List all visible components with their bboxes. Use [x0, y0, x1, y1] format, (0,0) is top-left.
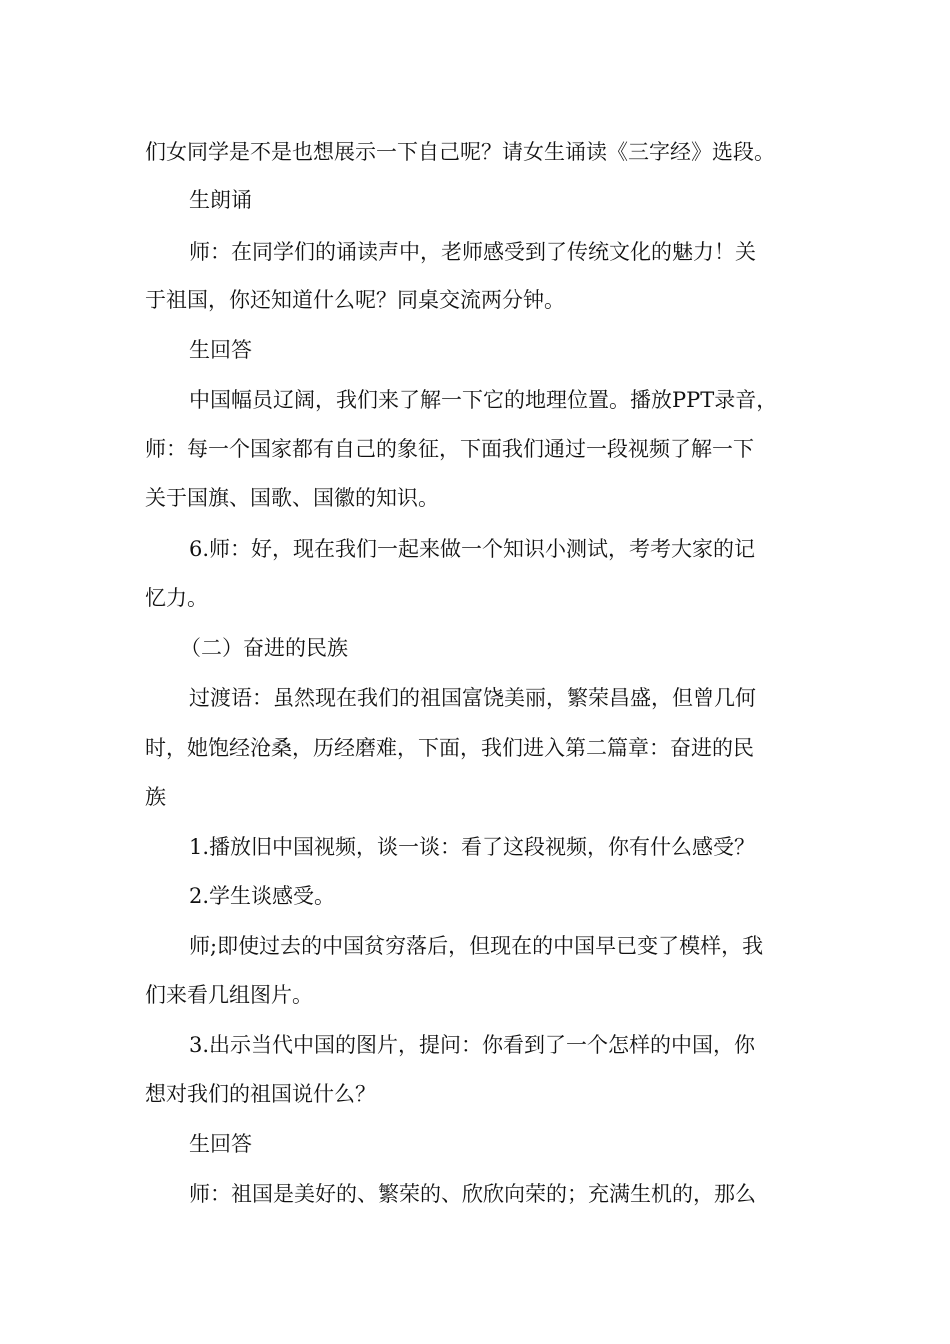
text-line: 师：每一个国家都有自己的象征，下面我们通过一段视频了解一下 — [145, 437, 754, 461]
text-line: 师;即使过去的中国贫穷落后，但现在的中国早已变了模样，我 — [189, 934, 764, 958]
text-line: 们来看几组图片。 — [145, 983, 313, 1007]
text-line: 生回答 — [189, 338, 252, 362]
text-line: 师：祖国是美好的、繁荣的、欣欣向荣的；充满生机的，那么 — [189, 1182, 756, 1206]
text-line: 2.学生谈感受。 — [189, 884, 336, 908]
section-heading: （二）奋进的民族 — [180, 636, 348, 660]
text-line: 族 — [145, 785, 166, 809]
text-line: 忆力。 — [145, 586, 208, 610]
text-line: 过渡语：虽然现在我们的祖国富饶美丽，繁荣昌盛，但曾几何 — [189, 686, 756, 710]
text-line: 中国幅员辽阔，我们来了解一下它的地理位置。播放PPT录音， — [189, 388, 778, 412]
text-line: 于祖国，你还知道什么呢？同桌交流两分钟。 — [145, 288, 565, 312]
text-line: 6.师：好，现在我们一起来做一个知识小测试，考考大家的记 — [189, 537, 756, 561]
text-line: 关于国旗、国歌、国徽的知识。 — [145, 486, 439, 510]
text-line: 想对我们的祖国说什么？ — [145, 1082, 376, 1106]
text-line: 1.播放旧中国视频，谈一谈：看了这段视频，你有什么感受？ — [189, 835, 756, 859]
text-line: 时，她饱经沧桑，历经磨难，下面，我们进入第二篇章：奋进的民 — [145, 736, 754, 760]
text-line: 师：在同学们的诵读声中，老师感受到了传统文化的魅力！关 — [189, 240, 756, 264]
text-line: 生朗诵 — [189, 188, 252, 212]
text-line: 3.出示当代中国的图片，提问：你看到了一个怎样的中国，你 — [189, 1033, 756, 1057]
text-line: 们女同学是不是也想展示一下自己呢？请女生诵读《三字经》选段。 — [145, 140, 775, 164]
text-line: 生回答 — [189, 1132, 252, 1156]
